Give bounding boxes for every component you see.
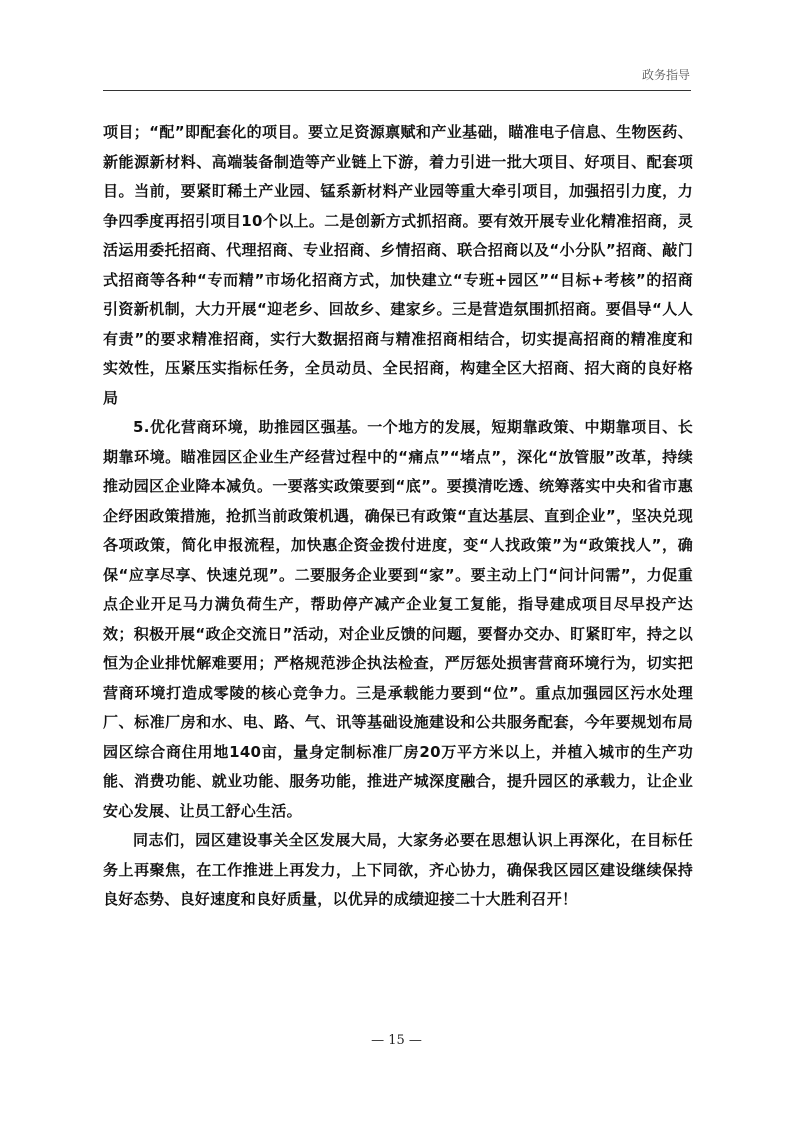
document-body <box>103 118 693 915</box>
header-section-label: 政务指导 <box>641 68 690 82</box>
paragraph-projects-continued: 项目；“配”即配套化的项目。要立足资源禀赋和产业基础，瞄准电子信息、生物医药、新能源新材料、高端装备制造等产业链上下游，着力引进一批大项目、好项目、配套项目。当前，要紧盯稀土产业园、锰系新材料产业园等重大牵引项目，加强招引力度，力争四季度再招引项目10个以上。二是创新方式抓招商。要有效开展专业化精准招商，灵活运用委托招商、代理招商、专业招商、乡情招商、联合招商以及“小分队”招商、敲门式招商等各种“专而精”市场化招商方式，加快建立“专班+园区”“目标+考核”的招商引资新机制，大力开展“迎老乡、回故乡、建家乡。三是营造氛围抓招商。要倡导“人人有责”的要求精准招商，实行大数据招商与精准招商相结合，切实提高招商的精准度和实效性，压紧压实指标任务，全员动员、全民招商，构建全区大招商、招大商的良好格局 <box>103 123 693 407</box>
paragraph-closing: 同志们，园区建设事关全区发展大局，大家务必要在思想认识上再深化，在目标任务上再聚焦，在工作推进上再发力，上下同欲，齐心协力，确保我区园区建设继续保持良好态势、良好速度和良好质量，以优异的成绩迎接二十大胜利召开！ <box>103 831 693 908</box>
page-number: — 15 — <box>371 1033 422 1048</box>
header-divider <box>103 90 691 91</box>
paragraph-business-environment: 5.优化营商环境，助推园区强基。一个地方的发展，短期靠政策、中期靠项目、长期靠环境。瞄准园区企业生产经营过程中的“痛点”“堵点”，深化“放管服”改革，持续推动园区企业降本减负。一要落实政策要到“底”。要摸清吃透、统筹落实中央和省市惠企纾困政策措施，抢抓当前政策机遇，确保已有政策“直达基层、直到企业”，坚决兑现各项政策，简化申报流程，加快惠企资金拨付进度，变“人找政策”为“政策找人”，确保“应享尽享、快速兑现”。二要服务企业要到“家”。要主动上门“问计问需”，力促重点企业开足马力满负荷生产，帮助停产减产企业复工复能，指导建成项目尽早投产达效；积极开展“政企交流日”活动，对企业反馈的问题，要督办交办、盯紧盯牢，持之以恒为企业排忧解难要用；严格规范涉企执法检查，严厉惩处损害营商环境行为，切实把营商环境打造成零陵的核心竞争力。三是承载能力要到“位”。重点加强园区污水处理厂、标准厂房和水、电、路、气、讯等基础设施建设和公共服务配套，今年要规划布局园区综合商住用地140亩，量身定制标准厂房20万平方米以上，并植入城市的生产功能、消费功能、就业功能、服务功能，推进产城深度融合，提升园区的承载力，让企业安心发展、让员工舒心生活。 <box>103 418 693 820</box>
